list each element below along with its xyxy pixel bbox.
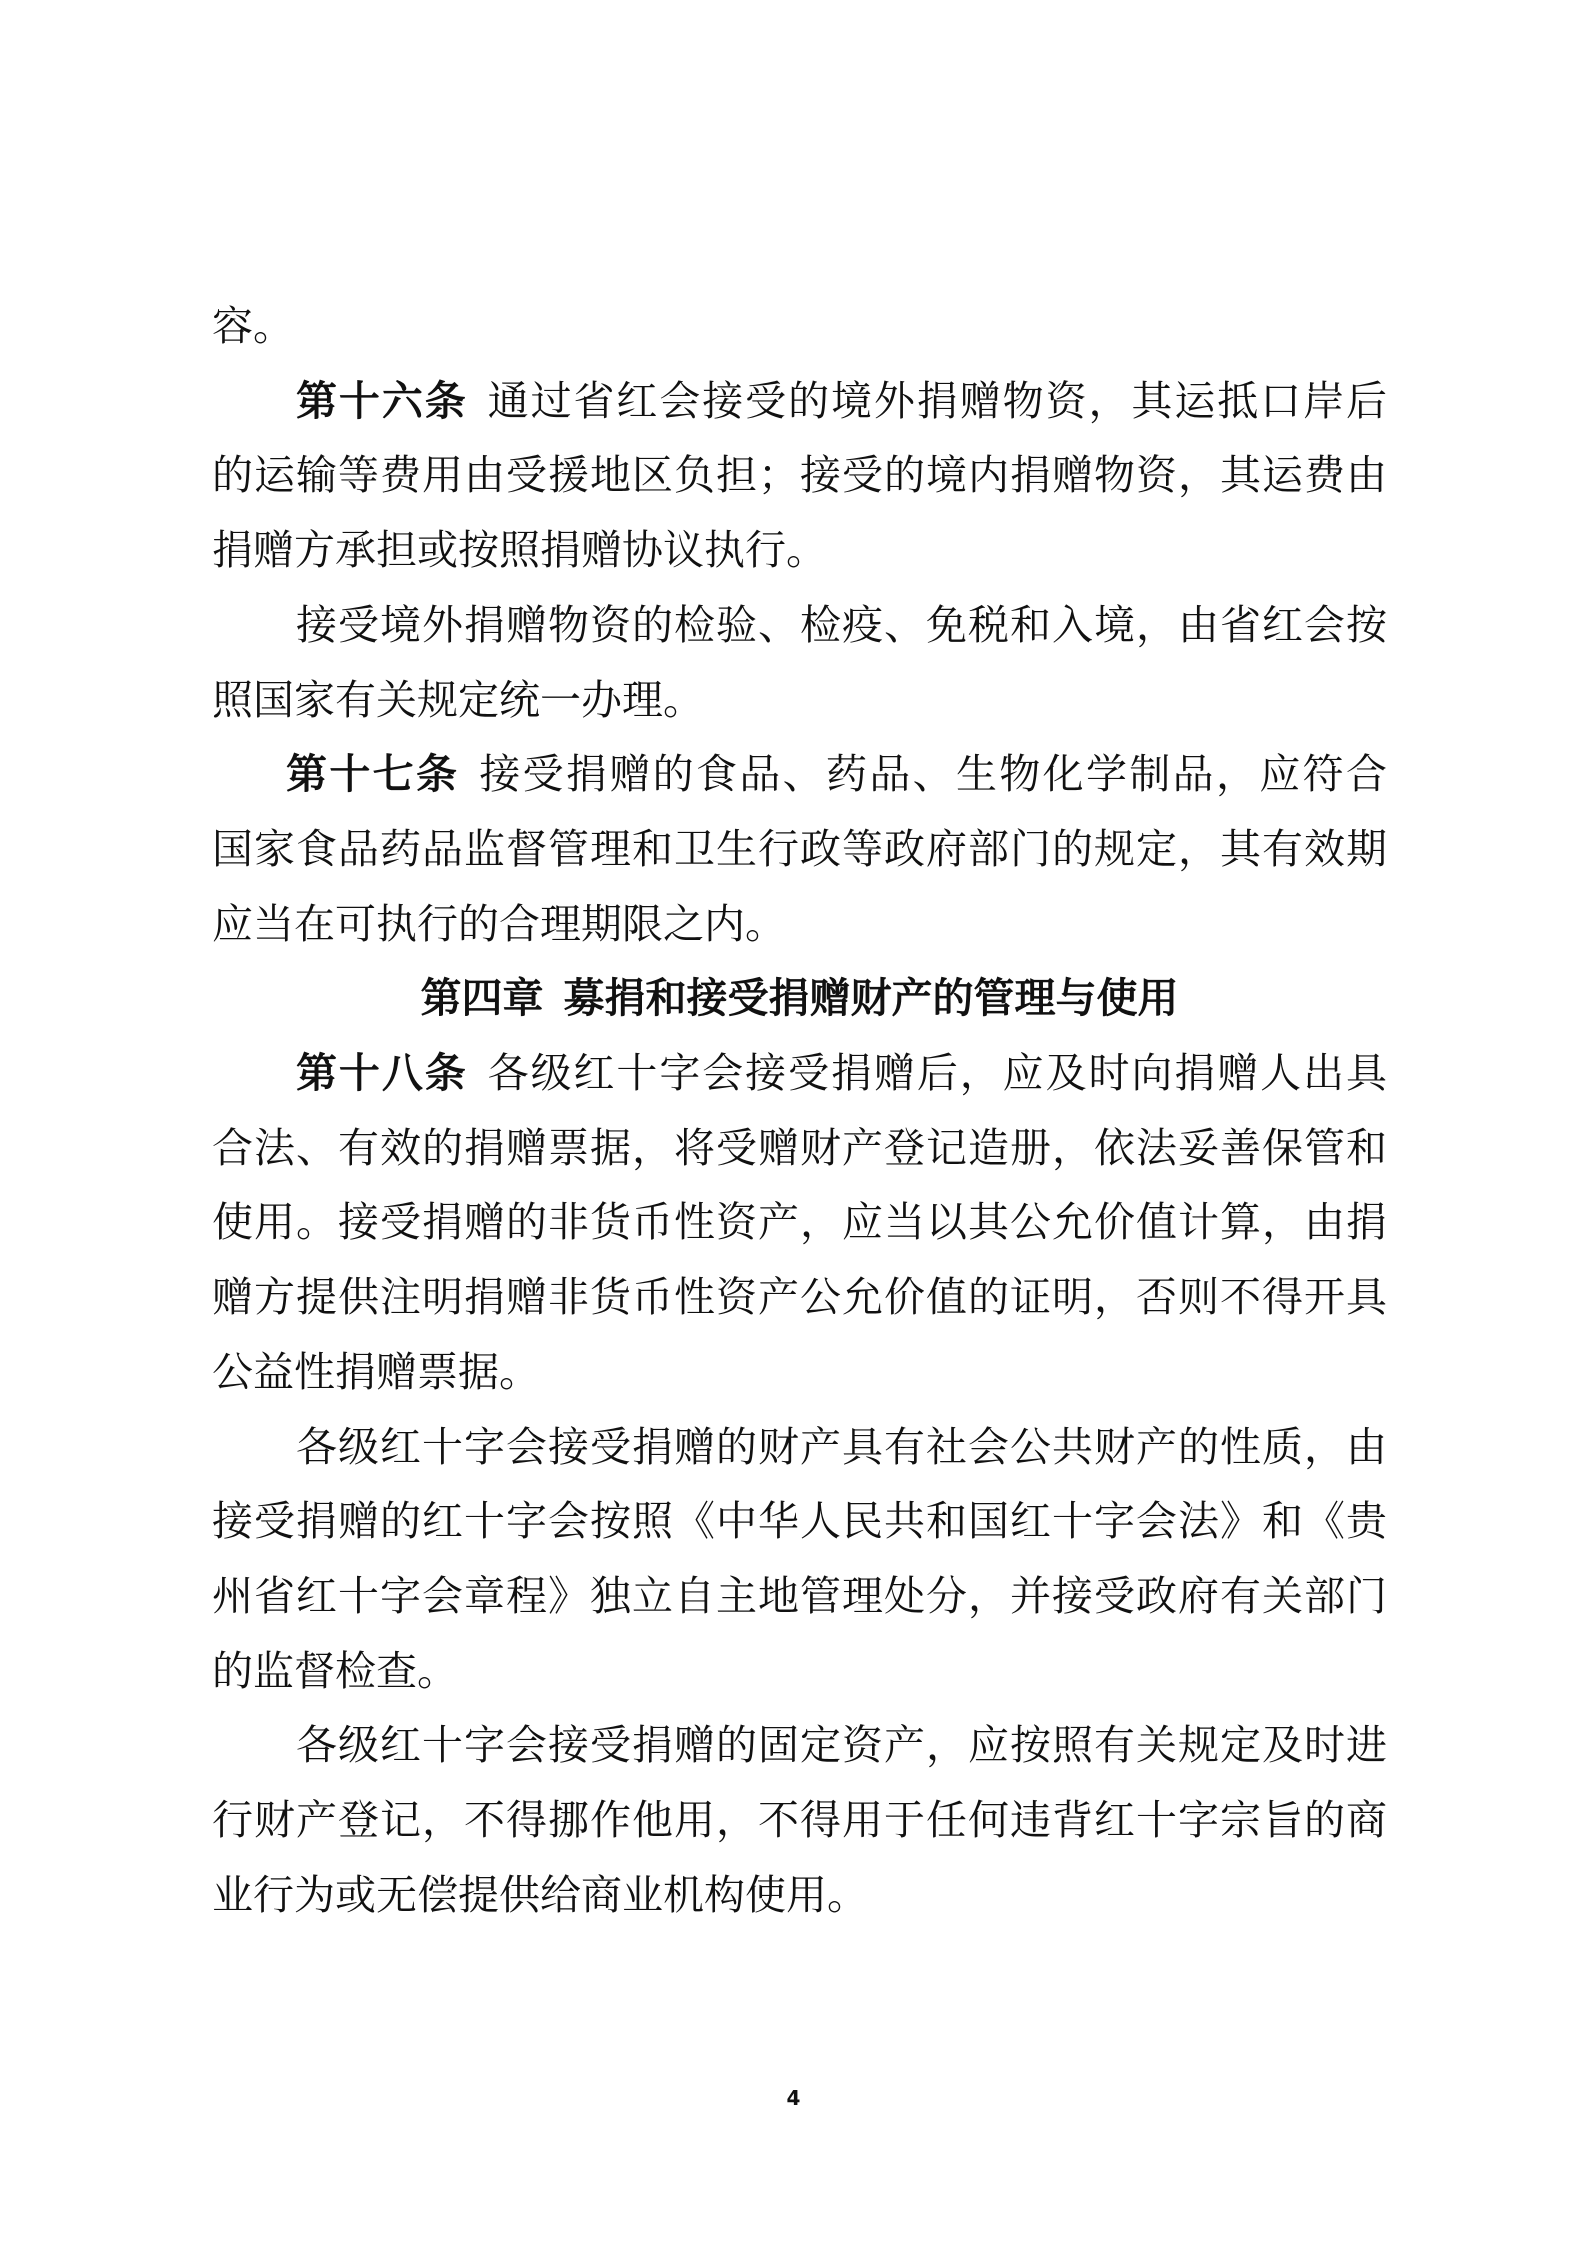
page-number: 4 (786, 2086, 801, 2110)
text-line: 国家食品药品监督管理和卫生行政等政府部门的规定，其有效期 (212, 824, 1387, 873)
chapter-title: 募捐和接受捐赠财产的管理与使用 (563, 974, 1179, 1023)
text-line: 照国家有关规定统一办理。 (212, 675, 704, 724)
text-line: 赠方提供注明捐赠非货币性资产公允价值的证明，否则不得开具 (212, 1273, 1387, 1322)
text-line: 各级红十字会接受捐赠的财产具有社会公共财产的性质，由 (296, 1422, 1387, 1471)
chapter-heading (212, 961, 1387, 1036)
article-17-heading: 第十七条 (286, 750, 460, 799)
article-16-first-line (212, 364, 1387, 439)
text-line: 各级红十字会接受捐赠的固定资产，应按照有关规定及时进 (296, 1721, 1387, 1770)
text-line: 公益性捐赠票据。 (212, 1347, 540, 1396)
text-line: 业行为或无偿提供给商业机构使用。 (212, 1870, 868, 1919)
article-16-heading: 第十六条 (296, 376, 468, 425)
text-line: 接受境外捐赠物资的检验、检疫、免税和入境，由省红会按 (296, 600, 1387, 649)
chapter-number: 第四章 (420, 974, 544, 1023)
text-line: 接受捐赠的食品、药品、生物化学制品，应符合 (479, 750, 1388, 799)
text-line: 通过省红会接受的境外捐赠物资，其运抵口岸后 (487, 376, 1388, 425)
continuation-line: 容。 (212, 302, 294, 350)
text-line: 捐赠方承担或按照捐赠协议执行。 (212, 526, 827, 575)
article-18-heading: 第十八条 (296, 1049, 468, 1098)
text-line: 行财产登记，不得挪作他用，不得用于任何违背红十字宗旨的商 (212, 1796, 1387, 1845)
text-line: 各级红十字会接受捐赠后，应及时向捐赠人出具 (487, 1049, 1388, 1098)
text-line: 接受捐赠的红十字会按照《中华人民共和国红十字会法》和《贵 (212, 1497, 1387, 1546)
text-line: 的监督检查。 (212, 1646, 458, 1695)
article-18-first-line (212, 1036, 1387, 1111)
text-line: 使用。接受捐赠的非货币性资产，应当以其公允价值计算，由捐 (212, 1198, 1387, 1247)
text-line: 合法、有效的捐赠票据，将受赠财产登记造册，依法妥善保管和 (212, 1123, 1387, 1172)
text-line: 应当在可执行的合理期限之内。 (212, 899, 786, 948)
text-line: 的运输等费用由受援地区负担；接受的境内捐赠物资，其运费由 (212, 451, 1387, 500)
text-line: 州省红十字会章程》独立自主地管理处分，并接受政府有关部门 (212, 1571, 1387, 1620)
document-body (212, 289, 1387, 1932)
article-17-first-line (212, 737, 1387, 812)
